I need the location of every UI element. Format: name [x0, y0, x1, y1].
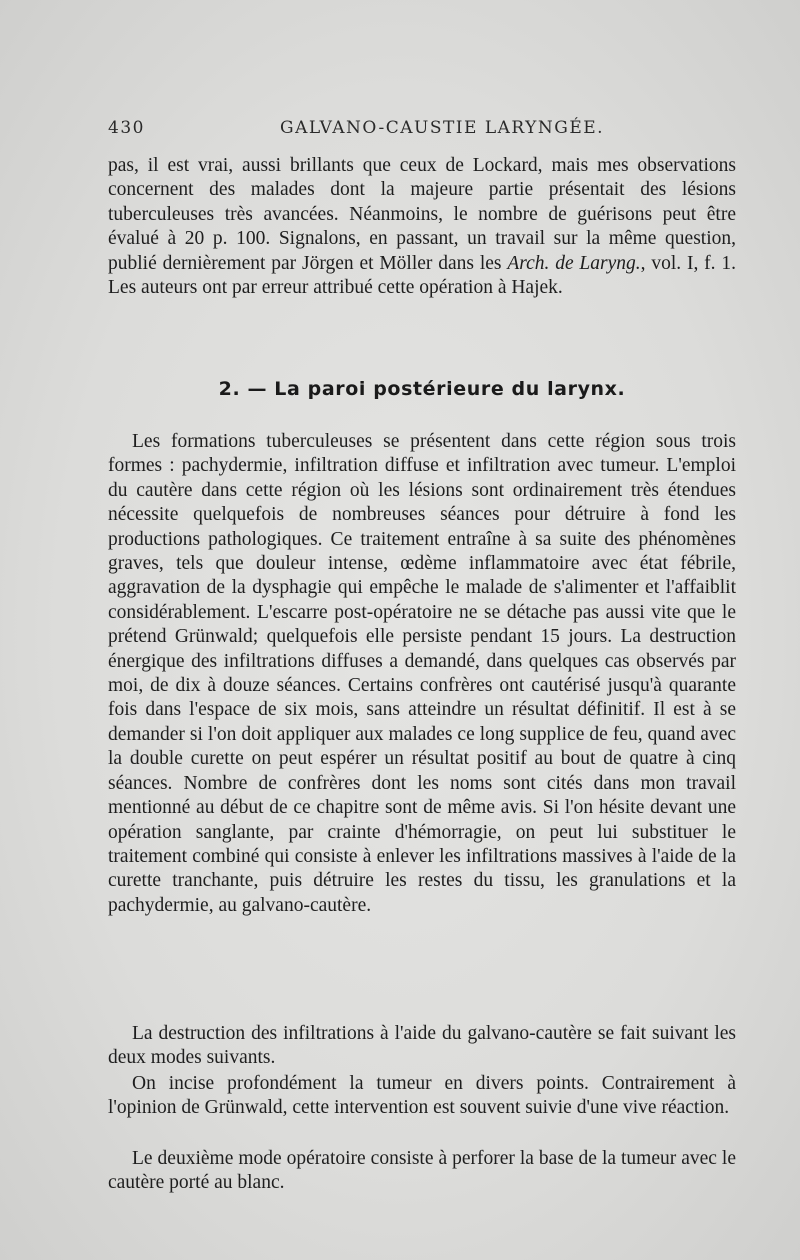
- page-number: 430: [108, 118, 145, 138]
- paragraph: Le deuxième mode opératoire consiste à perforer la base de la tumeur avec le cautère porté au blanc.: [108, 1148, 736, 1194]
- journal-title: Arch. de Laryng.: [507, 252, 641, 274]
- paragraph: On incise profondément la tumeur en divers points. Contrairement à l'opinion de Grünwald, cette intervention est souvent suivie d'une vive réaction.: [108, 1073, 736, 1119]
- running-title: GALVANO-CAUSTIE LARYNGÉE.: [280, 118, 605, 138]
- paragraph: Les formations tuberculeuses se présentent dans cette région sous trois formes : pachydermie, infiltration diffuse et infiltration avec tumeur. L'emploi du cautère dans cette région où les lésions sont ordinairement très étendues nécessite quelquefois de nombreuses séances pour détruire à fond les productions pathologiques. Ce traitement entraîne à sa suite des phénomènes graves, tels que douleur intense, œdème inflammatoire avec état fébrile, aggravation de la dysphagie qui empêche le malade de s'alimenter et l'affaiblit considérablement. L'escarre post-opératoire ne se détache pas aussi vite que le prétend Grünwald; quelquefois elle persiste pendant 15 jours. La destruction énergique des infiltrations diffuses a demandé, dans quelques cas observés par moi, de dix à douze séances. Certains confrères ont cautérisé jusqu'à quarante fois dans l'espace de six mois, sans atteindre un résultat définitif. Il est à se demander si l'on doit appliquer aux malades ce long supplice de feu, quand avec la double curette on peut espérer un résultat positif au bout de quatre à cinq séances. Nombre de confrères dont les noms sont cités dans mon travail mentionné au début de ce chapitre sont de même avis. Si l'on hésite devant une opération sanglante, par crainte d'hémorragie, on peut lui substituer le traitement combiné qui consiste à enlever les infiltrations massives à l'aide de la curette tranchante, puis détruire les restes du tissu, les granulations et la pachydermie, au galvano-cautère.: [108, 431, 736, 916]
- paragraph-text: pas, il est vrai, aussi brillants que ceux de Lockard, mais mes observations concernent des malades dont la majeure partie présentait des lésions tuberculeuses très avancées. Néanmoins, le nombre de guérisons peut être évalué à 20 p. 100. Signalons, en passant, un travail sur la même question, publié dernièrement par Jörgen et Möller dans les: [108, 155, 736, 274]
- paragraph-text-end: , vol. I, f. 1. Les auteurs ont par erreur attribué cette opération à Hajek.: [108, 252, 736, 299]
- section-heading: 2. — La paroi postérieure du larynx.: [218, 378, 626, 400]
- running-head: [108, 118, 738, 142]
- paragraph-continuation: [108, 154, 736, 300]
- paragraph: La destruction des infiltrations à l'aide du galvano-cautère se fait suivant les deux modes suivants.: [108, 1023, 736, 1069]
